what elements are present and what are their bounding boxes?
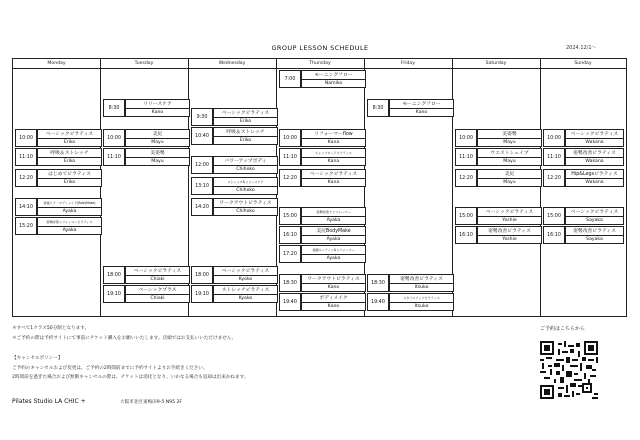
time-cell: 11:10 [15,148,37,166]
time-cell: 10:00 [15,129,37,147]
class-name: 産後ケア・ボディメイク(BodyMake) [38,199,101,208]
class-name: はじめてピラティス [38,170,101,179]
class-cell [301,293,366,311]
instructor-name: Chihoko [236,209,255,214]
time-cell: 10:00 [543,129,565,147]
class-name: ベーシックピラティス [38,130,101,139]
class-cell [477,169,542,187]
class-cell [37,217,102,235]
class-cell [125,99,190,117]
class-name: モーニングフロー [390,100,453,109]
class-name: 姿勢改善ピラティス [390,275,453,284]
policy-line: ご予約のキャンセルおよび変更は、ご予約の2時間前までに予約サイトよりお手続きください。 [12,365,208,371]
schedule-grid [12,58,627,317]
time-cell: 19:40 [279,293,301,311]
instructor-name: Wakana [585,140,604,145]
class-name: ストレッチ&リリースケア [214,178,277,187]
class-cell [301,207,366,225]
time-cell: 18:00 [191,266,213,284]
class-name: 美尻BodyMake [302,227,365,236]
class-cell [477,148,542,166]
time-cell: 10:00 [455,129,477,147]
class-name: ストレッチピラティス [214,286,277,295]
note-line: ＊すべて1クラス50分制となります。 [12,326,90,331]
instructor-name: Yoshie [502,237,517,242]
class-name: 姿勢改善ピラティス [566,149,623,158]
class-cell [477,129,542,147]
class-cell [37,169,102,187]
instructor-name: Yoshie [502,218,517,223]
cancel-policy [12,354,248,383]
time-cell: 11:10 [103,148,125,166]
class-cell [125,266,190,284]
header-divider [13,68,626,69]
instructor-name: Kana [327,180,340,185]
instructor-name: Mayu [503,159,516,164]
class-cell [301,148,366,166]
class-name: 呼吸＆ストレッチ [38,149,101,158]
day-header-sunday: Sunday [574,61,592,66]
class-cell [301,245,366,263]
time-cell: 9:30 [191,108,213,126]
time-cell: 15:00 [455,207,477,225]
instructor-name: Namiko [324,81,343,86]
class-name: ワークアウトピラティス [214,199,277,208]
instructor-name: Kana [327,140,340,145]
instructor-name: Kyoko [238,296,253,301]
class-cell [213,266,278,284]
time-cell: 10:00 [279,129,301,147]
class-cell [301,226,366,244]
class-name: 美姿勢 [478,130,541,139]
class-cell [213,285,278,303]
class-cell [565,226,624,244]
studio-name: Pilates Studio LA CHIC + [12,398,86,405]
instructor-name: Wakana [585,159,604,164]
time-cell: 12:20 [455,169,477,187]
instructor-name: Ayaka [326,256,341,261]
class-name: モーニングフロー [302,71,365,80]
time-cell: 15:00 [543,207,565,225]
time-cell: 14:20 [191,198,213,216]
instructor-name: Eriko [63,180,76,185]
class-name: 美尻 [478,170,541,179]
time-cell: 14:10 [15,198,37,216]
time-cell: 10:40 [191,127,213,145]
class-cell [125,285,190,303]
class-name: ベーシックピラティス [214,109,277,118]
class-name: ボディメイク [302,294,365,303]
class-cell [477,207,542,225]
policy-heading: 【キャンセルポリシー】 [12,356,63,361]
class-name: リフォーマーflow [302,130,365,139]
time-cell: 18:30 [367,274,389,292]
class-cell [389,293,454,311]
time-cell: 8:30 [367,99,389,117]
class-name: ワークアウトピラティス [302,275,365,284]
schedule-title: GROUP LESSON SCHEDULE [271,44,369,52]
class-cell [213,198,278,216]
class-cell [301,129,366,147]
day-header-friday: Friday [401,61,415,66]
instructor-name: Mayu [151,140,164,145]
class-name: ベーシックプラス [126,286,189,295]
time-cell: 12:20 [543,169,565,187]
class-name: リリースケア [126,100,189,109]
time-cell: 10:00 [103,129,125,147]
class-cell [389,99,454,117]
instructor-name: Ayaka [326,237,341,242]
class-cell [477,226,542,244]
column-divider [100,59,101,316]
column-divider [540,59,541,316]
instructor-name: Chihoko [236,167,255,172]
class-name: ベーシックピラティス [126,267,189,276]
schedule-date: 2024.12/1～ [566,45,597,51]
instructor-name: Sayaka [586,237,603,242]
time-cell: 18:00 [103,266,125,284]
time-cell: 18:30 [279,274,301,292]
day-header-monday: Monday [47,61,66,66]
time-cell: 12:20 [279,169,301,187]
instructor-name: Kano [327,304,340,309]
class-cell [565,169,624,187]
class-name: ウエストシェイプ [478,149,541,158]
time-cell: 11:10 [279,148,301,166]
class-cell [565,148,624,166]
instructor-name: Sayaka [586,218,603,223]
class-cell [301,169,366,187]
day-header-thursday: Thursday [309,61,331,66]
class-cell [389,274,454,292]
class-cell [213,177,278,195]
class-cell [565,207,624,225]
class-cell [565,129,624,147]
class-name: 姿勢改善ピラティス [478,227,541,236]
instructor-name: Mayu [503,180,516,185]
instructor-name: Mayu [151,159,164,164]
qr-code-icon[interactable] [540,341,598,399]
class-name: ベーシックピラティス [566,130,623,139]
instructor-name: Kano [327,285,340,290]
class-name: 呼吸＆ストレッチ [214,128,277,137]
time-cell: 19:10 [191,285,213,303]
time-cell: 11:10 [543,148,565,166]
time-cell: 13:10 [191,177,213,195]
day-header-wednesday: Wednesday [218,61,246,66]
class-name: 姿勢改善ピラティス [566,227,623,236]
class-name: 姿勢改善ヤリフォーマー [302,208,365,217]
class-cell [125,148,190,166]
instructor-name: Chihoko [236,188,255,193]
class-name: ベーシックピラティス [214,267,277,276]
instructor-name: Ayaka [326,218,341,223]
instructor-name: Ayaka [62,228,77,233]
instructor-name: Wakana [585,180,604,185]
class-cell [37,148,102,166]
class-name: Hip&Legsピラティス [566,170,623,179]
policy-line: 2時間前を過ぎた場合および無断キャンセルの際は、チケットは消化となり、いかなる場合も返却は出来かねます。 [12,375,249,380]
qr-label: ご予約はこちらから [540,326,586,332]
class-cell [301,274,366,292]
class-name: パワーアップボディ [214,157,277,166]
class-name: 美姿勢 [126,149,189,158]
instructor-name: Chiaki [150,296,165,301]
class-name: ベーシックピラティス [302,170,365,179]
instructor-name: Ayaka [62,209,77,214]
class-name: ジャンプボードピラティス [302,149,365,158]
time-cell: 8:30 [103,99,125,117]
note-line: ＊ご予約の際は予約サイトにて事前にチケット購入をお願いいたします。店頭ではお支払いいただけません。 [12,335,237,341]
instructor-name: Eriko [63,159,76,164]
time-cell: 16:10 [279,226,301,244]
instructor-name: Eriko [63,140,76,145]
instructor-name: Kyoko [238,277,253,282]
instructor-name: Itsuko [414,285,429,290]
class-name: 姿勢改善リフォーマーピラティス [38,218,101,227]
class-name: スタイルアップピラティス [390,294,453,303]
class-cell [125,129,190,147]
day-header-saturday: Saturday [485,61,507,66]
time-cell: 15:20 [15,217,37,235]
class-name: 美脚ルーティン&リフォーマー [302,246,365,255]
time-cell: 15:00 [279,207,301,225]
time-cell: 16:10 [543,226,565,244]
class-cell [213,156,278,174]
class-name: ベーシックピラティス [478,208,541,217]
day-header-tuesday: Tuesday [134,61,154,66]
studio-address: 大阪市北区東梅田9-5 N95 2F [120,400,183,405]
instructor-name: Eriko [239,138,252,143]
instructor-name: Kano [415,110,428,115]
instructor-name: Eriko [239,119,252,124]
time-cell: 11:10 [455,148,477,166]
class-name: 美尻 [126,130,189,139]
instructor-name: Chiaki [150,277,165,282]
time-cell: 12:00 [191,156,213,174]
instructor-name: Itsuko [414,304,429,309]
time-cell: 12:20 [15,169,37,187]
instructor-name: Mayu [503,140,516,145]
time-cell: 16:10 [455,226,477,244]
notes [12,324,236,343]
class-cell [301,70,366,88]
time-cell: 17:20 [279,245,301,263]
time-cell: 19:40 [367,293,389,311]
time-cell: 7:00 [279,70,301,88]
instructor-name: Kana [327,159,340,164]
class-cell [37,198,102,216]
instructor-name: Kano [151,110,164,115]
class-cell [213,127,278,145]
class-cell [37,129,102,147]
time-cell: 19:10 [103,285,125,303]
class-cell [213,108,278,126]
class-name: ベーシックピラティス [566,208,623,217]
